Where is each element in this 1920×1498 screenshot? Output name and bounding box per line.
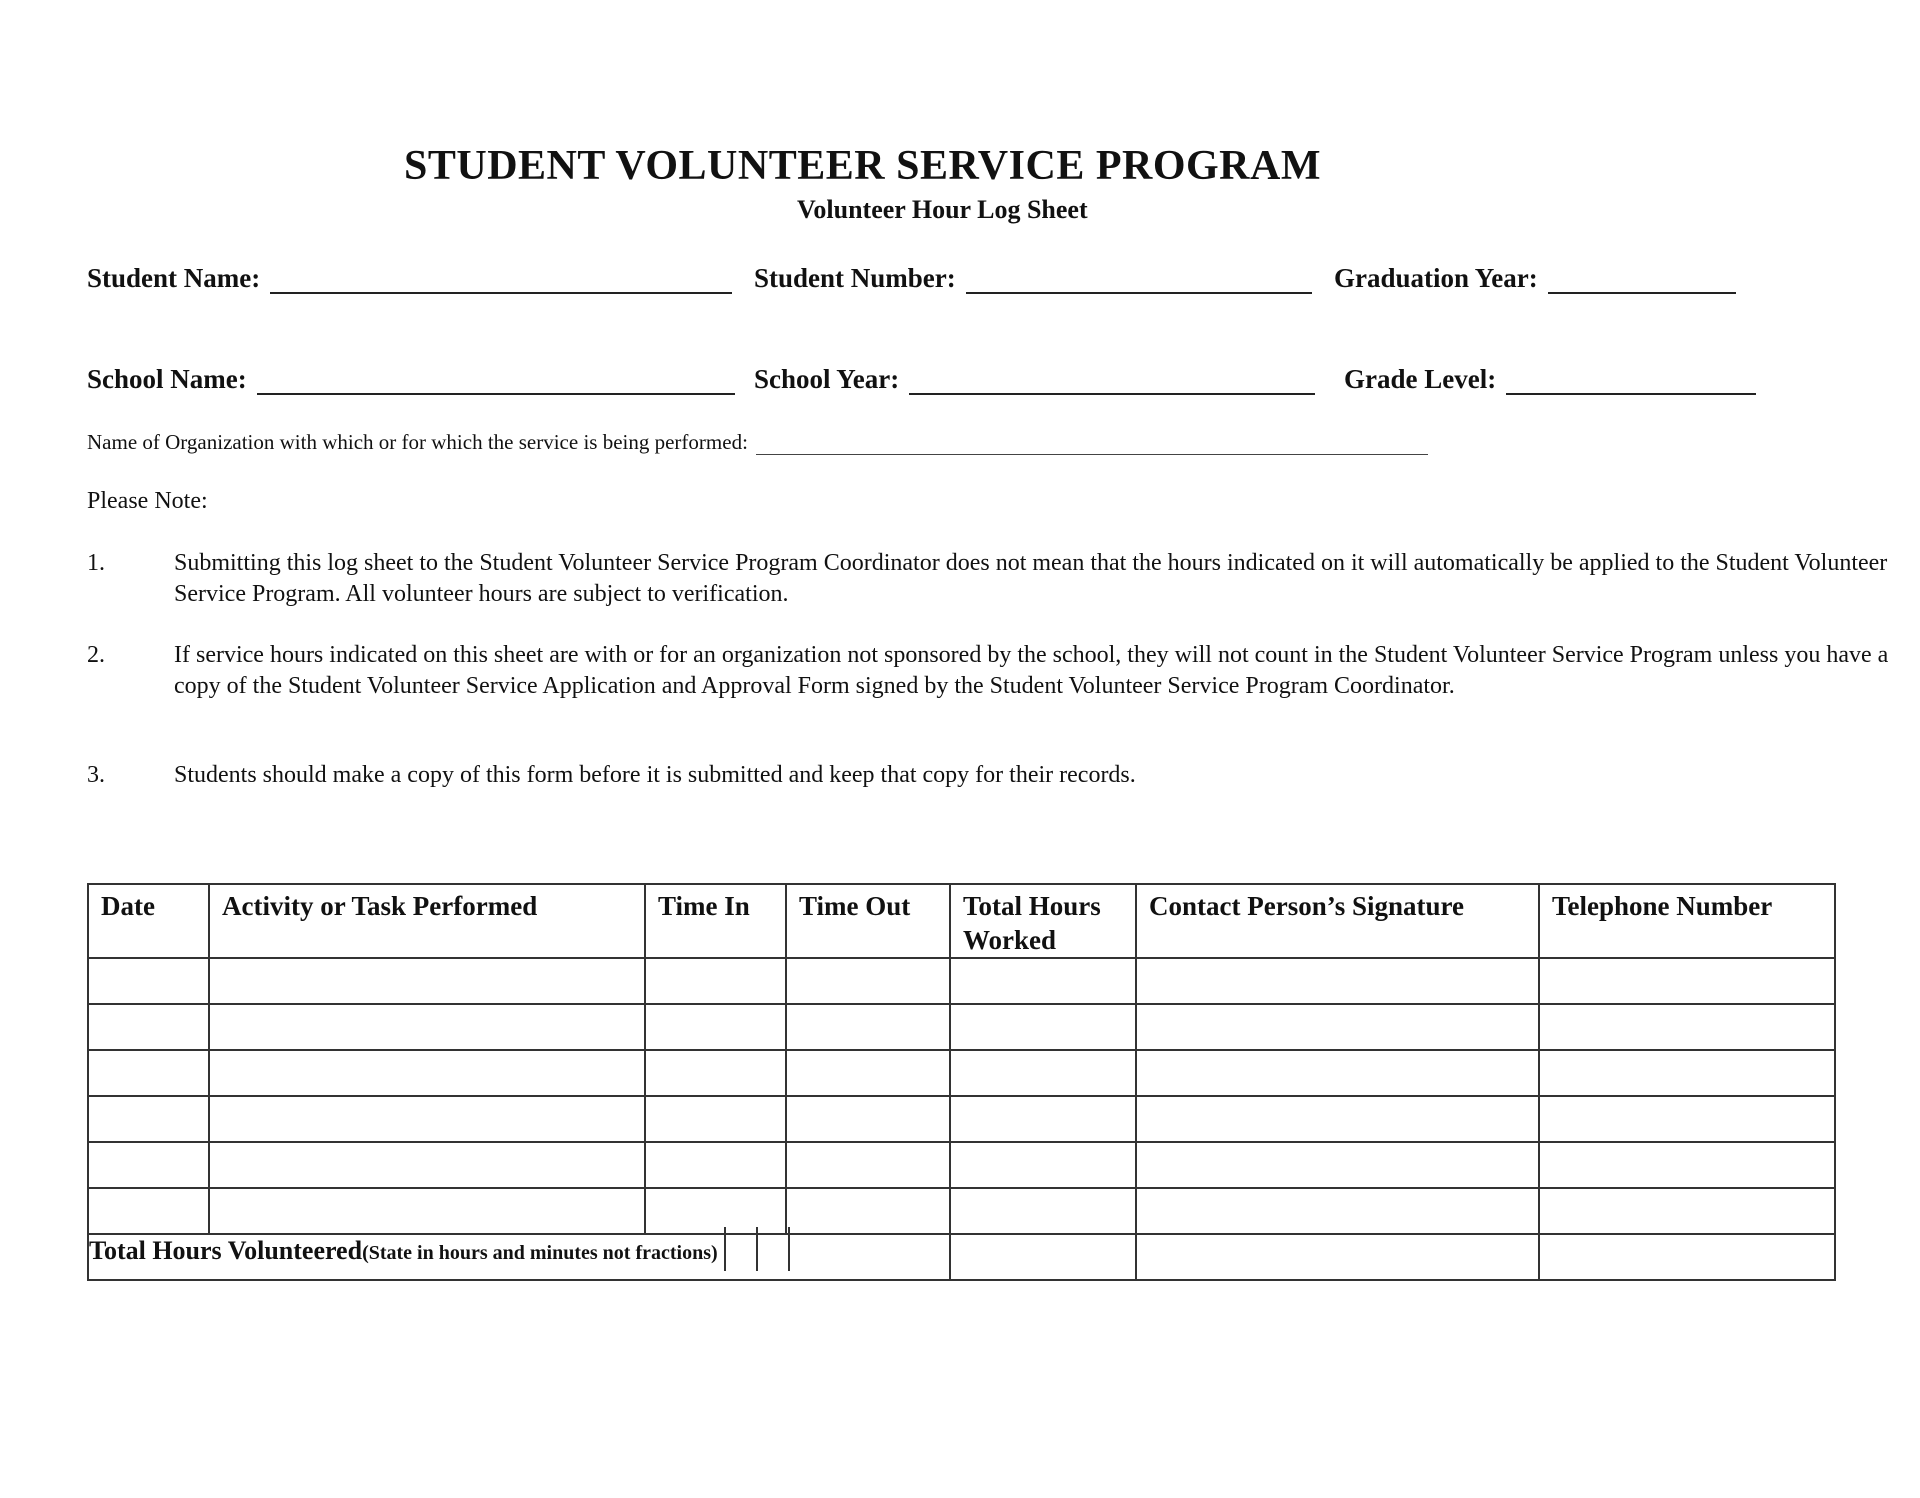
note-text: If service hours indicated on this sheet are with or for an organization not sponsored by the school, they will not count in the Student Volunteer Service Program unless you have a copy of the Student Volunteer Service Application and Approval Form signed by the Student Volunteer Service Program Coordinator. — [174, 642, 1889, 699]
activity-cell[interactable] — [209, 1004, 645, 1050]
graduation-year-field[interactable] — [1334, 262, 1736, 294]
note-number: 3. — [87, 762, 105, 788]
table-row — [88, 1188, 1835, 1234]
total-hours-label: Total Hours Volunteered — [89, 1235, 363, 1265]
graduation-year-line[interactable] — [1548, 262, 1736, 294]
time-out-cell[interactable] — [786, 1050, 950, 1096]
total-hours-volunteered-cell — [88, 1234, 950, 1280]
date-cell[interactable] — [88, 958, 209, 1004]
total-signature-cell[interactable] — [1136, 1234, 1539, 1280]
table-row — [88, 1004, 1835, 1050]
graduation-year-label: Graduation Year: — [1334, 263, 1538, 293]
col-header-telephone: Telephone Number — [1539, 884, 1835, 958]
signature-cell[interactable] — [1136, 1142, 1539, 1188]
signature-cell[interactable] — [1136, 1050, 1539, 1096]
total-hours-cell[interactable] — [950, 1050, 1136, 1096]
student-number-field[interactable] — [754, 262, 1312, 294]
table-header-row — [88, 884, 1835, 958]
school-year-field[interactable] — [754, 363, 1315, 395]
page-title: STUDENT VOLUNTEER SERVICE PROGRAM — [404, 143, 1321, 189]
signature-cell[interactable] — [1136, 1188, 1539, 1234]
date-cell[interactable] — [88, 1096, 209, 1142]
student-name-line[interactable] — [270, 262, 732, 294]
total-hours-cell[interactable] — [950, 1004, 1136, 1050]
total-hours-cell[interactable] — [950, 1188, 1136, 1234]
col-header-time-in: Time In — [645, 884, 786, 958]
table-row — [88, 1050, 1835, 1096]
telephone-cell[interactable] — [1539, 1050, 1835, 1096]
time-out-cell[interactable] — [786, 958, 950, 1004]
school-name-line[interactable] — [257, 363, 735, 395]
telephone-cell[interactable] — [1539, 1004, 1835, 1050]
organization-line[interactable] — [756, 434, 1428, 455]
student-number-label: Student Number: — [754, 263, 956, 293]
telephone-cell[interactable] — [1539, 1142, 1835, 1188]
note-text: Submitting this log sheet to the Student Volunteer Service Program Coordinator does not mean that the hours indicated on it will automatically be applied to the Student Volunteer Service Program. All volunteer hours are subject to verification. — [174, 550, 1888, 607]
total-hours-cell[interactable] — [950, 958, 1136, 1004]
time-in-cell[interactable] — [645, 958, 786, 1004]
col-header-time-out: Time Out — [786, 884, 950, 958]
please-note-heading: Please Note: — [87, 488, 208, 514]
signature-cell[interactable] — [1136, 958, 1539, 1004]
date-cell[interactable] — [88, 1050, 209, 1096]
col-header-signature: Contact Person’s Signature — [1136, 884, 1539, 958]
time-out-cell[interactable] — [786, 1004, 950, 1050]
time-in-cell[interactable] — [645, 1004, 786, 1050]
activity-cell[interactable] — [209, 1096, 645, 1142]
total-row — [88, 1234, 1835, 1280]
date-cell[interactable] — [88, 1004, 209, 1050]
activity-cell[interactable] — [209, 1142, 645, 1188]
telephone-cell[interactable] — [1539, 1096, 1835, 1142]
total-entry-boxes[interactable] — [724, 1227, 820, 1271]
school-name-field[interactable] — [87, 363, 735, 395]
student-name-field[interactable] — [87, 262, 732, 294]
total-hours-cell[interactable] — [950, 1142, 1136, 1188]
col-header-activity: Activity or Task Performed — [209, 884, 645, 958]
student-name-label: Student Name: — [87, 263, 261, 293]
table-row — [88, 1096, 1835, 1142]
organization-label: Name of Organization with which or for which the service is being performed: — [87, 430, 748, 454]
grade-level-field[interactable] — [1344, 363, 1756, 395]
organization-field[interactable] — [87, 430, 1428, 455]
grade-level-label: Grade Level: — [1344, 364, 1497, 394]
time-in-cell[interactable] — [645, 1096, 786, 1142]
note-number: 1. — [87, 550, 105, 576]
school-name-label: School Name: — [87, 364, 247, 394]
col-header-date: Date — [88, 884, 209, 958]
signature-cell[interactable] — [1136, 1004, 1539, 1050]
total-hours-cell[interactable] — [950, 1096, 1136, 1142]
total-telephone-cell[interactable] — [1539, 1234, 1835, 1280]
school-year-label: School Year: — [754, 364, 900, 394]
date-cell[interactable] — [88, 1142, 209, 1188]
total-hours-value-cell[interactable] — [950, 1234, 1136, 1280]
volunteer-log-table — [87, 883, 1836, 1281]
grade-level-line[interactable] — [1506, 363, 1756, 395]
time-in-cell[interactable] — [645, 1050, 786, 1096]
table-row — [88, 958, 1835, 1004]
school-year-line[interactable] — [909, 363, 1315, 395]
student-number-line[interactable] — [966, 262, 1312, 294]
signature-cell[interactable] — [1136, 1096, 1539, 1142]
activity-cell[interactable] — [209, 1050, 645, 1096]
col-header-total-hours: Total Hours Worked — [950, 884, 1136, 958]
time-out-cell[interactable] — [786, 1142, 950, 1188]
time-out-cell[interactable] — [786, 1096, 950, 1142]
telephone-cell[interactable] — [1539, 958, 1835, 1004]
table-row — [88, 1142, 1835, 1188]
note-text: Students should make a copy of this form before it is submitted and keep that copy for their records. — [174, 762, 1136, 788]
activity-cell[interactable] — [209, 958, 645, 1004]
page-subtitle: Volunteer Hour Log Sheet — [797, 195, 1088, 224]
time-in-cell[interactable] — [645, 1142, 786, 1188]
activity-cell[interactable] — [209, 1188, 645, 1234]
note-number: 2. — [87, 642, 105, 668]
total-hours-note: (State in hours and minutes not fractions) — [362, 1241, 718, 1264]
date-cell[interactable] — [88, 1188, 209, 1234]
telephone-cell[interactable] — [1539, 1188, 1835, 1234]
